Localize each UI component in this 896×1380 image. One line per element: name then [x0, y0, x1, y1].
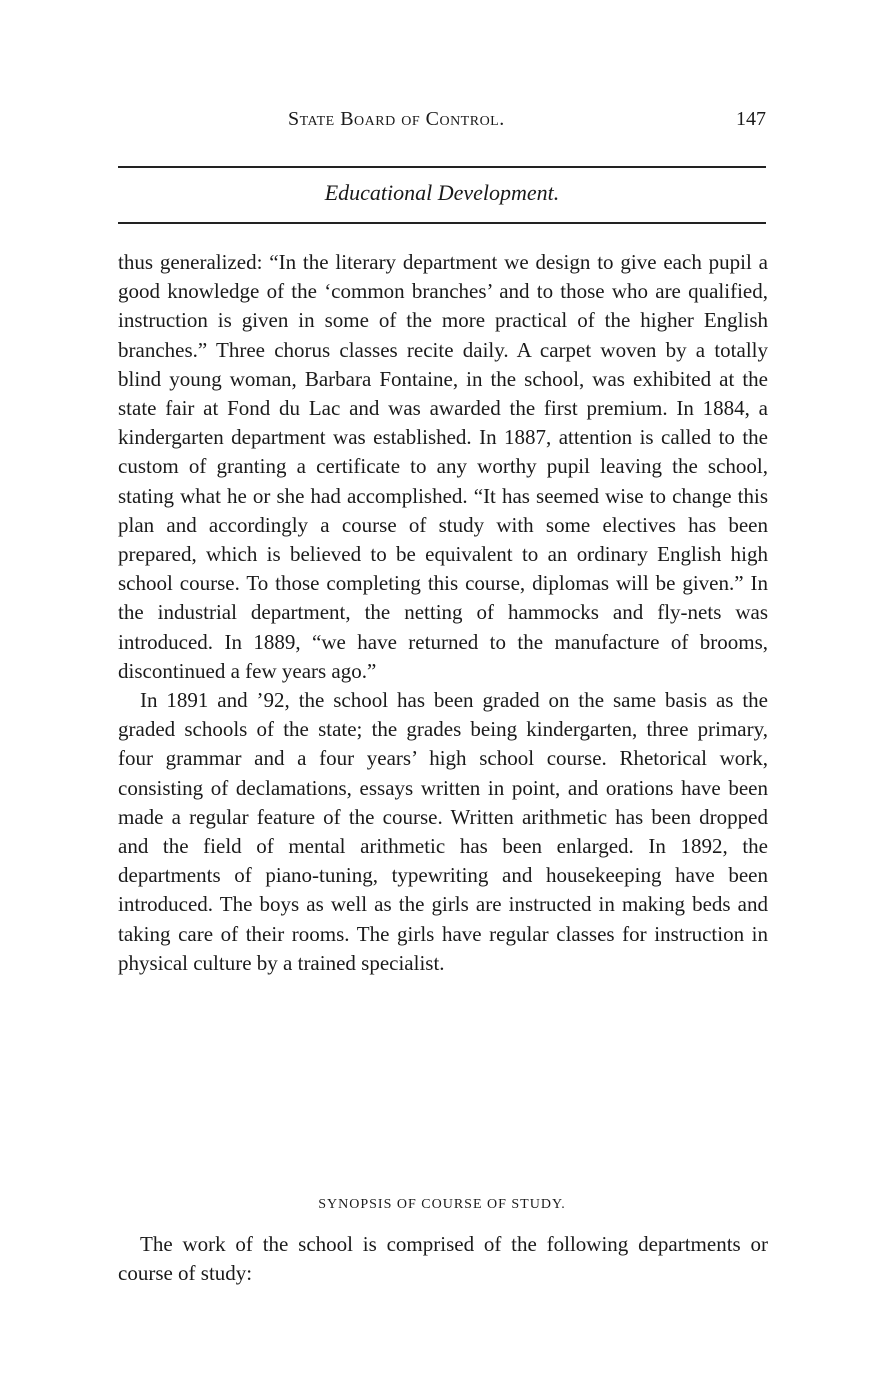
- paragraph-2: In 1891 and ’92, the school has been graded on the same basis as the graded schools of the state; the grades being kindergarten, three primary, four grammar and a four years’ high school course. Rhetorical work, consisting of declamations, essays written in point, and orations have been made a regular feature of the course. Written arithmetic has been dropped and the field of mental arithmetic has been enlarged. In 1892, the departments of piano-tuning, typewriting and housekeeping have been introduced. The boys as well as the girls are instructed in making beds and taking care of their rooms. The girls have regular classes for instruction in physical culture by a trained specialist.: [118, 688, 768, 975]
- top-rule: [118, 166, 766, 168]
- page-number: 147: [736, 108, 766, 130]
- synopsis-heading: SYNOPSIS OF COURSE OF STUDY.: [318, 1197, 566, 1212]
- section-title: Educational Development.: [324, 180, 560, 205]
- paragraph-1: thus generalized: “In the literary department we design to give each pupil a good knowledge of the ‘common branches’ and to those who are qualified, instruction is given in some of the more practical of the higher English branches.” Three chorus classes recite daily. A carpet woven by a totally blind young woman, Barbara Fontaine, in the school, was exhibited at the state fair at Fond du Lac and was awarded the first premium. In 1884, a kindergarten department was established. In 1887, attention is called to the custom of granting a certificate to any worthy pupil leaving the school, stating what he or she had accomplished. “It has seemed wise to change this plan and accordingly a course of study with some electives has been prepared, which is believed to be equivalent to an ordinary English high school course. To those completing this course, diplomas will be given.” In the industrial department, the netting of hammocks and fly-nets was introduced. In 1889, “we have returned to the manufacture of brooms, discontinued a few years ago.”: [118, 250, 768, 683]
- synopsis-intro: The work of the school is comprised of the following departments or course of study:: [118, 1232, 768, 1286]
- bottom-rule: [118, 222, 766, 224]
- synopsis-intro-block: [118, 1230, 768, 1288]
- running-title: State Board of Control.: [288, 108, 505, 130]
- body-text: [118, 248, 768, 978]
- running-head: [118, 108, 766, 140]
